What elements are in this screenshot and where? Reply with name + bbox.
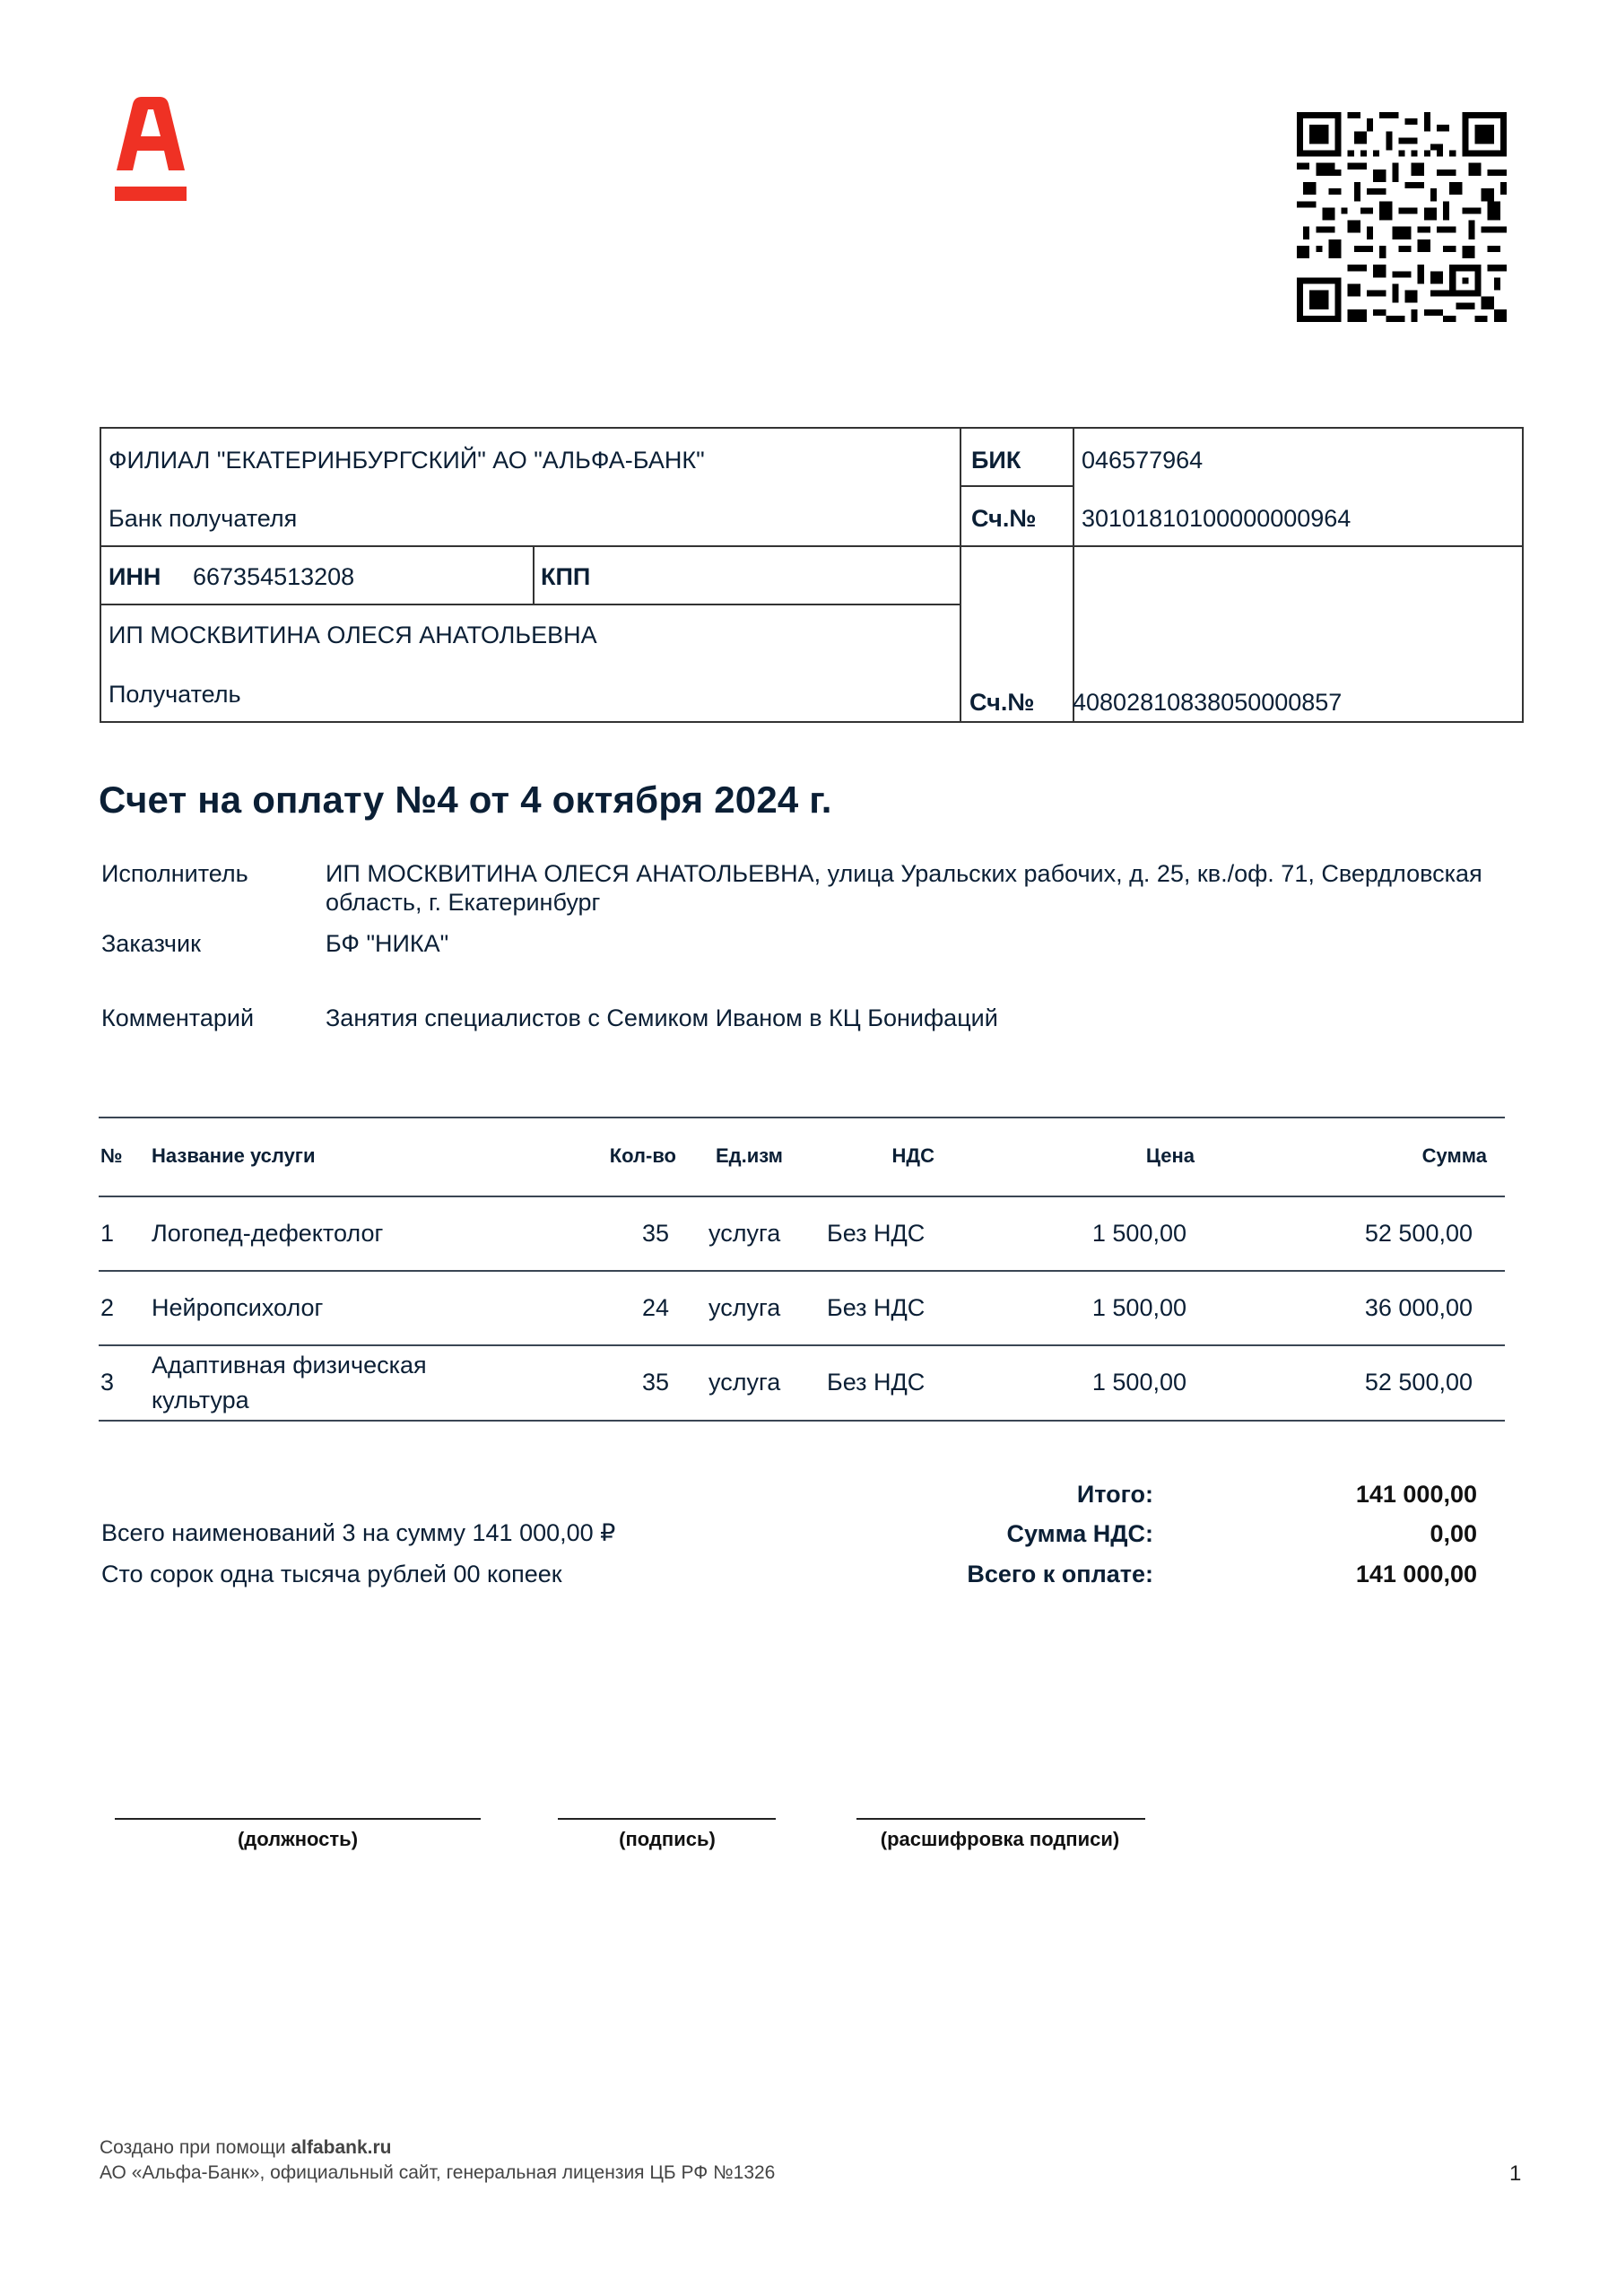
divider xyxy=(960,429,961,721)
divider xyxy=(99,1196,1505,1197)
subtotal-value: 141 000,00 xyxy=(1355,1481,1477,1508)
divider xyxy=(1073,429,1074,721)
items-summary: Всего наименований 3 на сумму 141 000,00 ₽ xyxy=(101,1519,616,1546)
row-sum: 52 500,00 xyxy=(1364,1369,1473,1396)
vat-value: 0,00 xyxy=(1430,1520,1477,1547)
row-unit: услуга xyxy=(708,1369,781,1396)
customer-label: Заказчик xyxy=(101,930,201,957)
row-qty: 24 xyxy=(641,1294,669,1321)
created-prefix: Создано при помощи xyxy=(100,2137,291,2158)
col-qty: Кол-во xyxy=(609,1144,676,1167)
qr-code xyxy=(1297,112,1507,322)
decryption-line xyxy=(856,1818,1145,1820)
row-price: 1 500,00 xyxy=(1091,1220,1186,1247)
kpp-label: КПП xyxy=(541,563,591,590)
alfabank-link[interactable]: alfabank.ru xyxy=(291,2137,392,2158)
row-unit: услуга xyxy=(708,1294,781,1321)
position-line xyxy=(115,1818,481,1820)
row-num: 3 xyxy=(100,1369,115,1396)
bik-value: 046577964 xyxy=(1082,447,1204,474)
total-label: Всего к оплате: xyxy=(967,1561,1153,1587)
divider xyxy=(99,1117,1505,1118)
col-price: Цена xyxy=(1145,1144,1195,1167)
executor-value: ИП МОСКВИТИНА ОЛЕСЯ АНАТОЛЬЕВНА, улица Уральских рабочих, д. 25, кв./оф. 71, Свердловская область, г. Екатеринбург xyxy=(326,860,1482,916)
bank-requisites-table xyxy=(100,427,1524,723)
corr-account-value: 30101810100000000964 xyxy=(1082,505,1352,532)
signature-line xyxy=(558,1818,776,1820)
bik-label: БИК xyxy=(971,447,1021,474)
row-vat: Без НДС xyxy=(827,1220,926,1247)
signature-label: (подпись) xyxy=(619,1828,716,1850)
legal-text: АО «Альфа-Банк», официальный сайт, генеральная лицензия ЦБ РФ №1326 xyxy=(100,2162,776,2183)
row-unit: услуга xyxy=(708,1220,781,1247)
created-with xyxy=(100,2137,392,2159)
corr-account-label: Сч.№ xyxy=(971,505,1037,532)
bank-caption: Банк получателя xyxy=(109,505,298,532)
alfa-bank-logo-icon xyxy=(115,97,187,203)
row-name: Нейропсихолог xyxy=(152,1294,324,1321)
row-vat: Без НДС xyxy=(827,1294,926,1321)
row-vat: Без НДС xyxy=(827,1369,926,1396)
account-label: Сч.№ xyxy=(969,689,1035,716)
divider xyxy=(99,1344,1505,1346)
row-num: 1 xyxy=(100,1220,115,1247)
vat-label: Сумма НДС: xyxy=(1006,1520,1153,1547)
row-num: 2 xyxy=(100,1294,115,1321)
row-sum: 52 500,00 xyxy=(1364,1220,1473,1247)
bank-name: ФИЛИАЛ "ЕКАТЕРИНБУРГСКИЙ" АО "АЛЬФА-БАНК" xyxy=(109,447,705,474)
col-num: № xyxy=(100,1144,123,1167)
total-value: 141 000,00 xyxy=(1355,1561,1477,1587)
subtotal-label: Итого: xyxy=(1076,1481,1153,1508)
comment-label: Комментарий xyxy=(101,1004,255,1031)
row-name: Логопед-дефектолог xyxy=(152,1220,384,1247)
invoice-title: Счет на оплату №4 от 4 октября 2024 г. xyxy=(99,778,832,821)
row-name: Адаптивная физическая xyxy=(152,1352,427,1378)
account-value: 40802810838050000857 xyxy=(1073,689,1343,716)
inn-label: ИНН xyxy=(109,563,161,590)
row-price: 1 500,00 xyxy=(1091,1294,1186,1321)
position-label: (должность) xyxy=(237,1828,359,1850)
divider xyxy=(101,545,1522,547)
divider xyxy=(99,1270,1505,1272)
recipient-name: ИП МОСКВИТИНА ОЛЕСЯ АНАТОЛЬЕВНА xyxy=(109,622,597,648)
col-sum: Сумма xyxy=(1421,1144,1487,1167)
row-sum: 36 000,00 xyxy=(1364,1294,1473,1321)
inn-value: 667354513208 xyxy=(193,563,355,590)
divider xyxy=(960,485,1073,487)
row-qty: 35 xyxy=(641,1220,669,1247)
col-unit: Ед.изм xyxy=(716,1144,783,1167)
divider xyxy=(99,1420,1505,1422)
divider xyxy=(533,545,535,604)
row-name: культура xyxy=(152,1387,249,1413)
executor-label: Исполнитель xyxy=(101,860,248,887)
col-vat: НДС xyxy=(891,1144,934,1167)
comment-value: Занятия специалистов с Семиком Иваном в КЦ Бонифаций xyxy=(326,1004,998,1031)
customer-value: БФ "НИКА" xyxy=(326,930,449,957)
row-qty: 35 xyxy=(641,1369,669,1396)
divider xyxy=(101,604,960,605)
page-number: 1 xyxy=(1509,2161,1522,2186)
amount-in-words: Сто сорок одна тысяча рублей 00 копеек xyxy=(101,1561,562,1587)
decryption-label: (расшифровка подписи) xyxy=(880,1828,1120,1850)
col-name: Название услуги xyxy=(152,1144,316,1167)
recipient-caption: Получатель xyxy=(109,681,241,708)
row-price: 1 500,00 xyxy=(1091,1369,1186,1396)
